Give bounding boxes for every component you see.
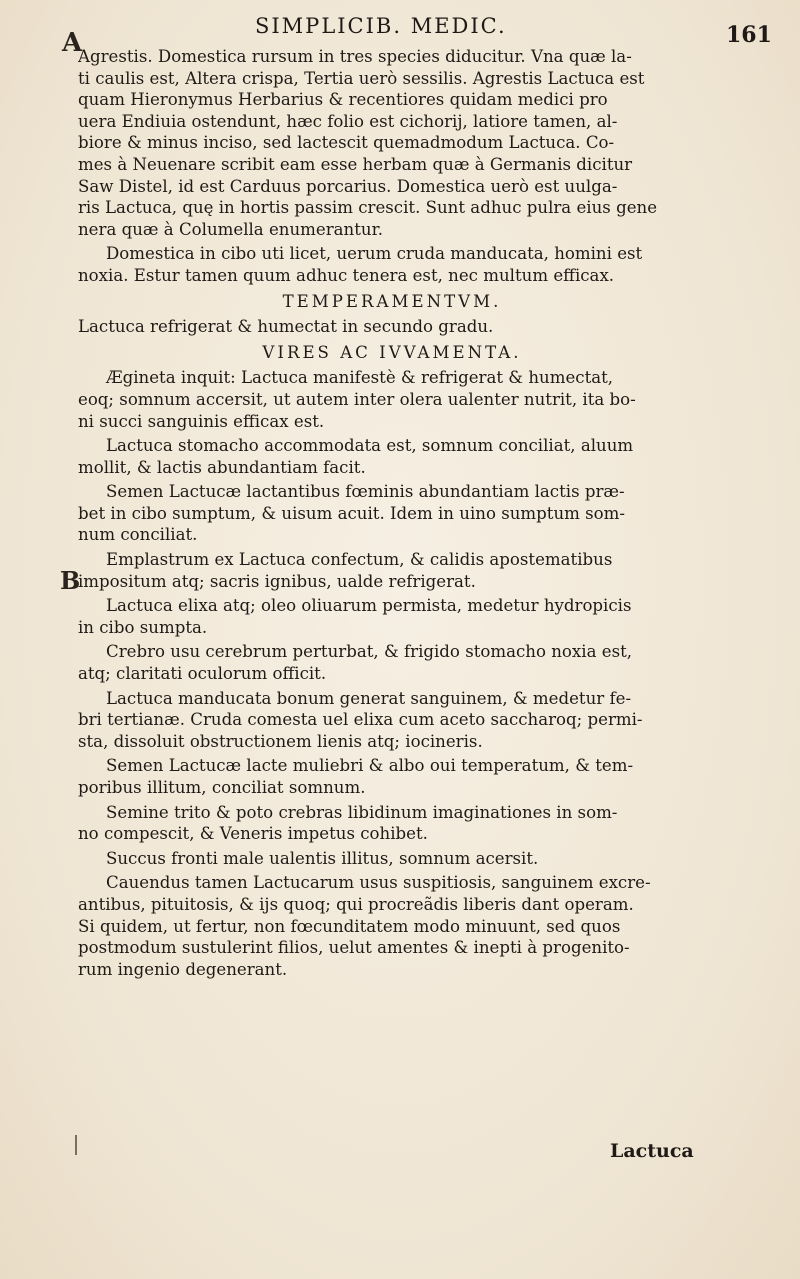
text-line: antibus, pituitosis, & ijs quoq; qui procreãdis liberis dant operam. [78, 894, 634, 914]
text-line: postmodum sustulerint filios, uelut amentes & inepti à progenito- [78, 938, 630, 958]
running-head: SIMPLICIB. MEDIC. [255, 14, 507, 38]
margin-mark [75, 1135, 77, 1155]
text-line: Agrestis. Domestica rursum in tres species diducitur. Vna quæ la- [78, 47, 632, 66]
paragraph [78, 802, 706, 845]
paragraph [78, 549, 706, 592]
section-heading: VIRES AC IVVAMENTA. [262, 342, 522, 362]
text-line: nera quæ à Columella enumerantur. [78, 219, 383, 239]
section-heading: TEMPERAMENTVM. [282, 291, 502, 311]
text-line: sta, dissoluit obstructionem lienis atq; iocineris. [78, 731, 483, 751]
paragraph [78, 316, 706, 338]
text-line: Saw Distel, id est Carduus porcarius. Domestica uerò est uulga- [78, 176, 618, 196]
text-line: atq; claritati oculorum officit. [78, 664, 327, 684]
paragraph [78, 46, 706, 240]
text-line: rum ingenio degenerant. [78, 959, 288, 979]
paragraph [78, 688, 706, 753]
paragraph [78, 641, 706, 684]
text-line: poribus illitum, conciliat somnum. [78, 778, 366, 797]
text-line: Si quidem, ut fertur, non fœcunditatem modo minuunt, sed quos [78, 916, 621, 936]
text-line: Lactuca elixa atq; oleo oliuarum permista, medetur hydropicis [106, 596, 632, 616]
text-line: Emplastrum ex Lactuca confectum, & calidis apostematibus [106, 550, 613, 570]
paragraph [78, 872, 706, 980]
text-line: num conciliat. [78, 525, 198, 545]
margin-letter-a: A [62, 28, 83, 58]
text-line: ti caulis est, Altera crispa, Tertia uerò sessilis. Agrestis Lactuca est [78, 68, 645, 88]
paragraph [78, 848, 706, 870]
paragraph [78, 435, 706, 478]
text-line: Lactuca manducata bonum generat sanguinem, & medetur fe- [106, 688, 632, 708]
text-line: ris Lactuca, quę in hortis passim crescit. Sunt adhuc pulra eius gene [78, 198, 658, 218]
text-line: quam Hieronymus Herbarius & recentiores quidam medici pro [78, 90, 608, 110]
text-line: Crebro usu cerebrum perturbat, & frigido stomacho noxia est, [106, 642, 633, 662]
text-line: Semen Lactucæ lactantibus fœminis abundantiam lactis præ- [106, 482, 625, 502]
text-line: Semine trito & poto crebras libidinum imaginationes in som- [106, 802, 618, 822]
text-line: biore & minus inciso, sed lactescit quemadmodum Lactuca. Co- [78, 133, 615, 153]
text-line: Cauendus tamen Lactucarum usus suspitiosis, sanguinem excre- [106, 873, 651, 893]
text-line: no compescit, & Veneris impetus cohibet. [78, 824, 428, 844]
paragraph [78, 595, 706, 638]
paragraph [78, 755, 706, 798]
text-line: ni succi sanguinis efficax est. [78, 411, 325, 431]
text-line: impositum atq; sacris ignibus, ualde refrigerat. [78, 571, 476, 591]
paragraph [78, 481, 706, 546]
text-line: Domestica in cibo uti licet, uerum cruda manducata, homini est [106, 244, 643, 264]
margin-letter-b: B [60, 566, 81, 595]
text-line: mes à Neuenare scribit eam esse herbam quæ à Germanis dicitur [78, 154, 633, 174]
paragraph [78, 243, 706, 286]
text-line: Lactuca refrigerat & humectat in secundo gradu. [78, 317, 494, 337]
text-line: bet in cibo sumptum, & uisum acuit. Idem in uino sumptum som- [78, 503, 625, 523]
paragraph [78, 367, 706, 432]
text-line: bri tertianæ. Cruda comesta uel elixa cum aceto saccharoq; permi- [78, 710, 643, 730]
text-line: eoq; somnum accersit, ut autem inter olera ualenter nutrit, ita bo- [78, 389, 636, 409]
text-line: in cibo sumpta. [78, 617, 208, 637]
text-line: Semen Lactucæ lacte muliebri & albo oui temperatum, & tem- [106, 756, 634, 776]
text-line: mollit, & lactis abundantiam facit. [78, 457, 366, 477]
catchword: Lactuca [610, 1140, 694, 1162]
text-line: Ægineta inquit: Lactuca manifestè & refrigerat & humectat, [106, 368, 614, 388]
text-line: Lactuca stomacho accommodata est, somnum conciliat, aluum [106, 436, 634, 456]
page-number: 161 [726, 22, 772, 48]
text-line: noxia. Estur tamen quum adhuc tenera est, nec multum efficax. [78, 265, 615, 285]
text-line: Succus fronti male ualentis illitus, somnum acersit. [106, 848, 539, 868]
text-body [78, 46, 706, 983]
text-line: uera Endiuia ostendunt, hæc folio est cichorij, latiore tamen, al- [78, 111, 618, 131]
